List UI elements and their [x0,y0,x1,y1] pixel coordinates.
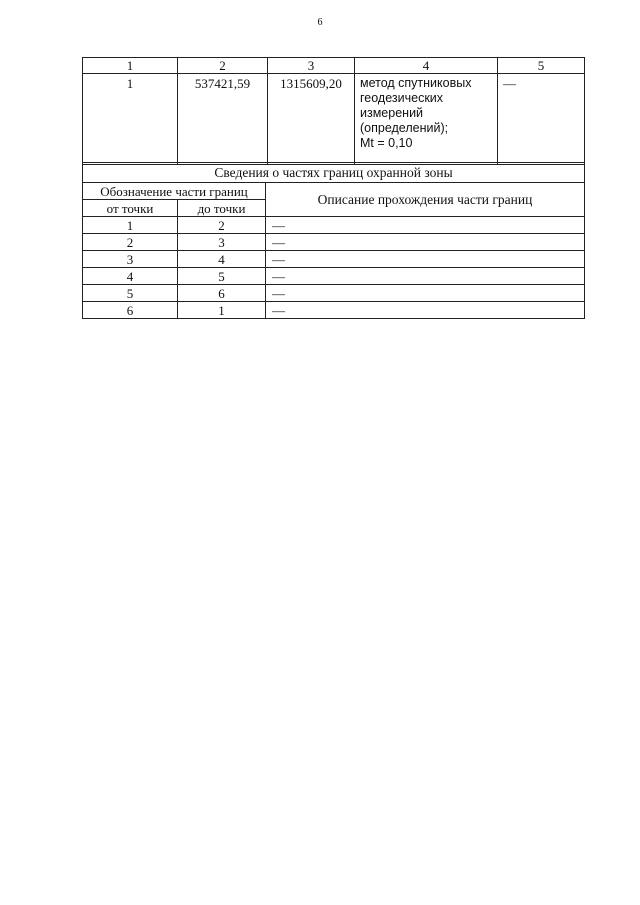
from-point: 4 [83,268,178,285]
part-description: — [266,251,585,268]
from-point-header: от точки [83,200,178,217]
designation-header-row [83,183,585,200]
column-header-1: 1 [83,58,178,74]
column-header-5: 5 [498,58,585,74]
method-line: метод спутниковых [360,76,472,90]
table-row [83,302,585,319]
column-header-4: 4 [355,58,498,74]
column-header-2: 2 [178,58,268,74]
to-point: 2 [178,217,266,234]
from-point: 2 [83,234,178,251]
page-number: 6 [317,17,323,28]
coordinates-table [82,57,585,165]
coordinates-header-row [83,58,585,74]
part-description: — [266,302,585,319]
to-point: 1 [178,302,266,319]
determination-method [355,74,498,165]
coordinate-y: 1315609,20 [268,74,355,165]
to-point: 6 [178,285,266,302]
method-line: геодезических [360,91,444,105]
to-point: 4 [178,251,266,268]
method-line: измерений [360,106,424,120]
part-description: — [266,217,585,234]
point-number: 1 [83,74,178,165]
table-row [83,268,585,285]
to-point: 3 [178,234,266,251]
section-title-row [83,163,585,183]
section-title: Сведения о частях границ охранной зоны [83,163,585,183]
table-row [83,217,585,234]
part-description: — [266,285,585,302]
table-row [83,285,585,302]
boundary-parts-table [82,162,585,319]
method-line: Mt = 0,10 [360,136,413,150]
coordinate-x: 537421,59 [178,74,268,165]
table-row [83,251,585,268]
part-description: — [266,234,585,251]
from-point: 6 [83,302,178,319]
to-point: 5 [178,268,266,285]
point-description: — [498,74,585,165]
table-row [83,234,585,251]
to-point-header: до точки [178,200,266,217]
coordinates-row [83,74,585,165]
from-point: 1 [83,217,178,234]
column-header-3: 3 [268,58,355,74]
designation-header: Обозначение части границ [83,183,266,200]
description-header: Описание прохождения части границ [266,183,585,217]
method-line: (определений); [360,121,449,135]
part-description: — [266,268,585,285]
from-point: 5 [83,285,178,302]
from-point: 3 [83,251,178,268]
